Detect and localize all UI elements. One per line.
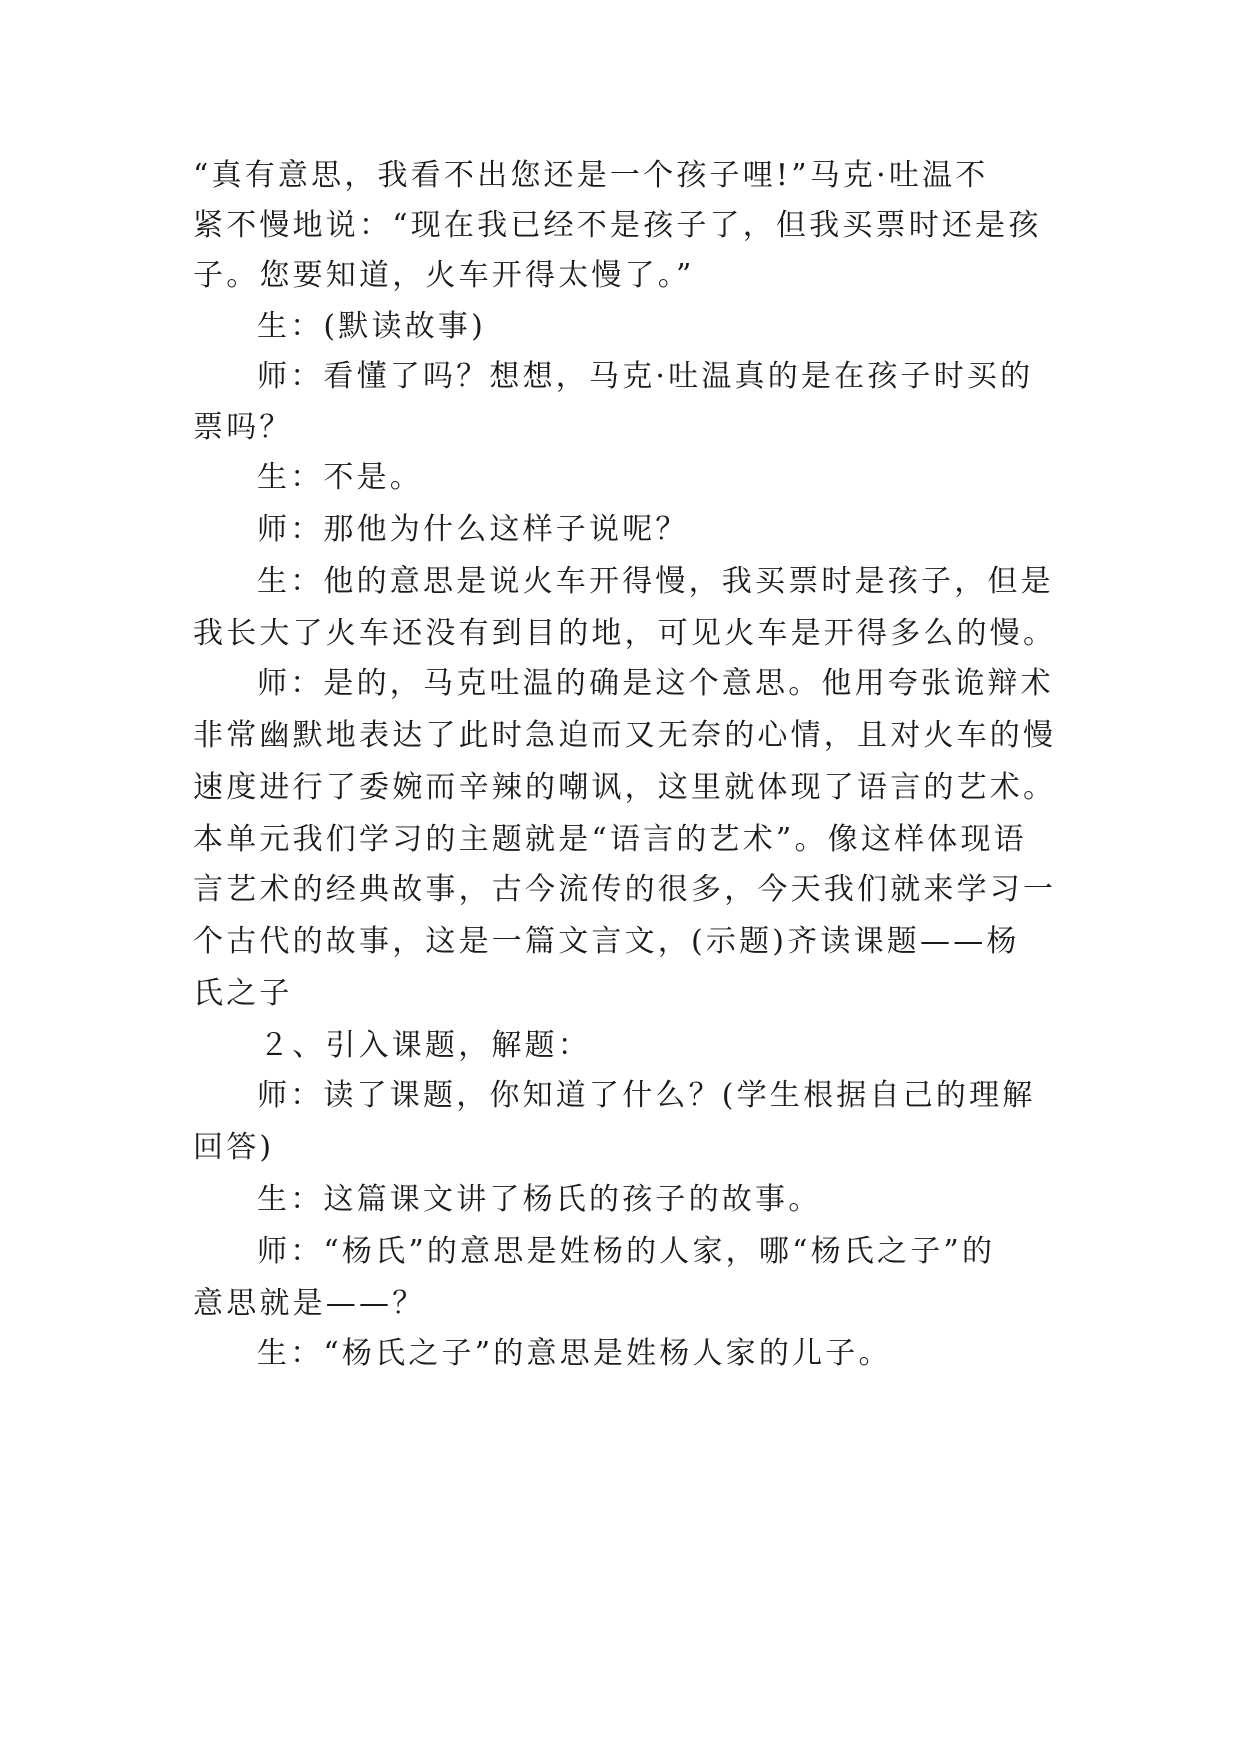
text-line: 紧不慢地说：“现在我已经不是孩子了，但我买票时还是孩: [193, 208, 1042, 243]
text-line: 生：不是。: [257, 460, 423, 495]
text-line: 非常幽默地表达了此时急迫而又无奈的心情，且对火车的慢: [193, 718, 1057, 753]
text-line: 师：是的，马克吐温的确是这个意思。他用夸张诡辩术: [257, 666, 1054, 701]
text-line: 意思就是——？: [193, 1286, 426, 1321]
text-line: 生：(默读故事): [257, 309, 487, 344]
text-line: 生：他的意思是说火车开得慢，我买票时是孩子，但是: [257, 564, 1054, 599]
text-line: 氏之子: [193, 976, 293, 1011]
text-line: 速度进行了委婉而辛辣的嘲讽，这里就体现了语言的艺术。: [193, 770, 1057, 805]
text-line: 师：看懂了吗？想想，马克·吐温真的是在孩子时买的: [257, 359, 1034, 394]
text-line: 师：读了课题，你知道了什么？(学生根据自己的理解: [257, 1078, 1036, 1113]
text-line: 个古代的故事，这是一篇文言文，(示题)齐读课题——杨: [193, 924, 1020, 959]
section-heading: ２、引入课题，解题：: [259, 1028, 591, 1063]
text-line: 本单元我们学习的主题就是“语言的艺术”。像这样体现语: [193, 822, 1027, 857]
text-line: 我长大了火车还没有到目的地，可见火车是开得多么的慢。: [193, 616, 1057, 651]
text-line: 子。您要知道，火车开得太慢了。”: [193, 258, 695, 293]
text-line: 回答): [193, 1130, 275, 1165]
text-line: 票吗？: [193, 410, 293, 445]
text-line: 师：那他为什么这样子说呢？: [257, 512, 689, 547]
text-line: 生：“杨氏之子”的意思是姓杨人家的儿子。: [257, 1336, 892, 1371]
text-line: 生：这篇课文讲了杨氏的孩子的故事。: [257, 1182, 822, 1217]
text-line: “真有意思，我看不出您还是一个孩子哩!”马克·吐温不: [193, 158, 989, 193]
text-line: 师：“杨氏”的意思是姓杨的人家，哪“杨氏之子”的: [257, 1234, 996, 1269]
text-line: 言艺术的经典故事，古今流传的很多，今天我们就来学习一: [193, 872, 1057, 907]
